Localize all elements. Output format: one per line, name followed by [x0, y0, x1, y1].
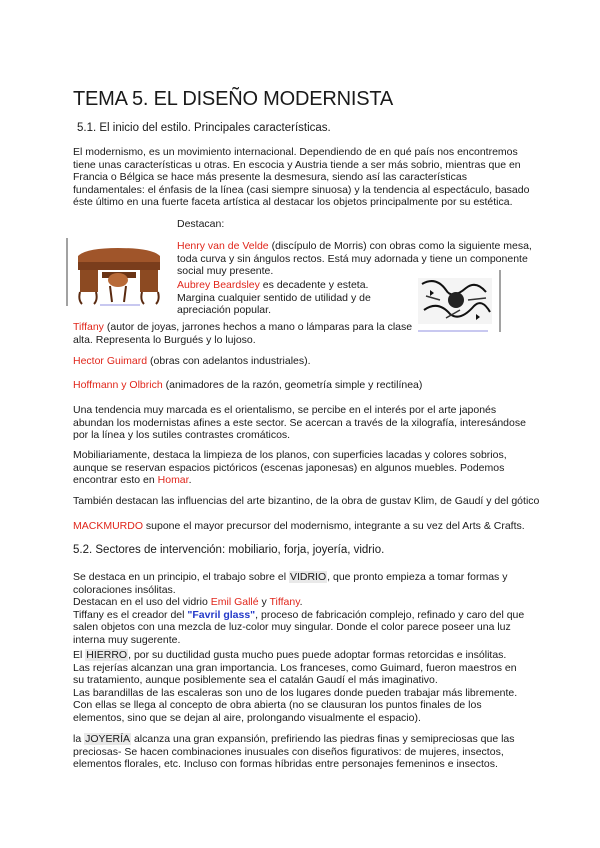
joyeria-text-2: alcanza una gran expansión, prefiriendo las piedras finas y semipreciosas que las preciosas- Se hacen combinaciones inusuales con diseños figurativos: de mujeres, insectos, elementos florales, etc. Incluso con formas híbridas entre personajes femeninos e insectos.	[73, 733, 515, 771]
byzantine-paragraph: También destacan las influencias del arte bizantino, de la obra de gustav Klim, de Gaudí y del gótico	[73, 495, 540, 507]
hierro-highlight: HIERRO	[86, 649, 128, 661]
section-heading-1: 5.1. El inicio del estilo. Principales características.	[77, 122, 331, 134]
hierro-text-1: El	[73, 649, 86, 661]
beardsley-text: es decadente y esteta. Margina cualquier sentido de utilidad y de apreciación popular.	[177, 279, 371, 317]
joyeria-highlight: JOYERÍA	[85, 733, 131, 745]
hierro-text-2: , por su ductilidad gusta mucho pues puede adoptar formas retorcidas e insólitas.	[128, 649, 507, 661]
hoffmann-paragraph	[73, 379, 422, 392]
hoffmann-text: (animadores de la razón, geometría simple y rectilínea)	[162, 379, 423, 391]
velde-text: (discípulo de Morris) con obras como la siguiente mesa, toda curva y sin ángulos rectos. Está muy adornada y tiene un componente social muy presente.	[177, 240, 532, 278]
beardsley-illustration-image	[416, 270, 502, 336]
vidrio-text-2: , que pronto empieza a tomar formas y coloraciones insólitas.	[73, 571, 508, 596]
vidrio-highlight: VIDRIO	[289, 571, 327, 583]
guimard-name: Hector Guimard	[73, 355, 148, 367]
furniture-paragraph	[73, 449, 528, 487]
hierro-paragraph	[73, 649, 528, 725]
hierro-text-4: Las barandillas de las escaleras son uno de los lugares donde pueden trabajar más libremente. Con ellas se llega al concepto de obra abierta (no se clausuran los puntos finales de los elementos, sino que se dejan al aire, prolongando visualmente el espacio).	[73, 686, 518, 724]
favril-glass: "Favril glass"	[187, 608, 256, 621]
hoffmann-name: Hoffmann y Olbrich	[73, 379, 163, 391]
velde-name: Henry van de Velde	[177, 240, 269, 252]
mackmurdo-text: supone el mayor precursor del modernismo, integrante a su vez del Arts & Crafts.	[143, 520, 525, 532]
guimard-paragraph	[73, 355, 311, 368]
tiffany-name: Tiffany	[73, 321, 104, 333]
intro-paragraph: El modernismo, es un movimiento internacional. Dependiendo de en qué país nos encontremos tiene unas características u otras. En escocia y Austria tiende a ser más sobrio, mientras que en Francia o Bélgica se hace más presente la desmesura, siendo así las características fundamentales: el énfasis de la línea (casi siempre sinuosa) y la tendencia al espectáculo, basado éste último en una fuerte faceta artística al destacar los objetos principalmente por su estética.	[73, 146, 530, 209]
vidrio-text-5: .	[299, 596, 303, 609]
furniture-end: .	[188, 474, 192, 487]
tiffany-name-2: Tiffany	[269, 596, 300, 609]
vidrio-text-1: Se destaca en un principio, el trabajo sobre el	[73, 571, 289, 583]
joyeria-text-1: la	[73, 733, 85, 745]
vidrio-text-3: Destacan en el uso del vidrio	[73, 596, 211, 609]
beardsley-paragraph	[177, 279, 405, 317]
vidrio-text-6: Tiffany es el creador del	[73, 608, 188, 621]
section-heading-2: 5.2. Sectores de intervención: mobiliario, forja, joyería, vidrio.	[73, 544, 385, 556]
destacan-label: Destacan:	[177, 218, 225, 230]
mackmurdo-paragraph	[73, 520, 525, 533]
tiffany-text: (autor de joyas, jarrones hechos a mano o lámparas para la clase alta. Representa lo Burgués y lo lujoso.	[73, 321, 413, 346]
mackmurdo-name: MACKMURDO	[73, 520, 143, 532]
hierro-text-3: Las rejerías alcanzan una gran importancia. Los franceses, como Guimard, fueron maestros en su tratamiento, aunque posiblemente sea el catalán Gaudí el más imaginativo.	[73, 661, 517, 687]
guimard-text: (obras con adelantos industriales).	[147, 355, 311, 367]
joyeria-paragraph	[73, 733, 528, 771]
beardsley-name: Aubrey Beardsley	[177, 279, 260, 291]
furniture-text: Mobiliariamente, destaca la limpieza de los planos, con superficies lacadas y colores sobrios, aunque se reservan espacios pictóricos (escenas japonesas) en algunos muebles. Podemos encontrar esto en	[73, 449, 507, 487]
homar-name: Homar	[157, 474, 189, 487]
page-title: TEMA 5. EL DISEÑO MODERNISTA	[73, 88, 394, 110]
galle-name: Emil Gallé	[210, 596, 259, 609]
tiffany-paragraph	[73, 321, 413, 346]
vidrio-paragraph	[73, 571, 528, 647]
vidrio-text-4: y	[258, 596, 270, 609]
orientalism-paragraph: Una tendencia muy marcada es el orientalismo, se percibe en el interés por el arte japonés abundan los modernistas afines a este sector. Se acercan a través de la xilografía, interesándose por la línea y los sutiles contrastes cromáticos.	[73, 404, 526, 442]
vidrio-text-7: , proceso de fabricación complejo, refinado y caro del que salen objetos con una mezcla de luz-color muy singular. Donde el color parece poseer una luz interna muy sugerente.	[73, 608, 525, 646]
van-de-velde-desk-image	[66, 238, 170, 310]
